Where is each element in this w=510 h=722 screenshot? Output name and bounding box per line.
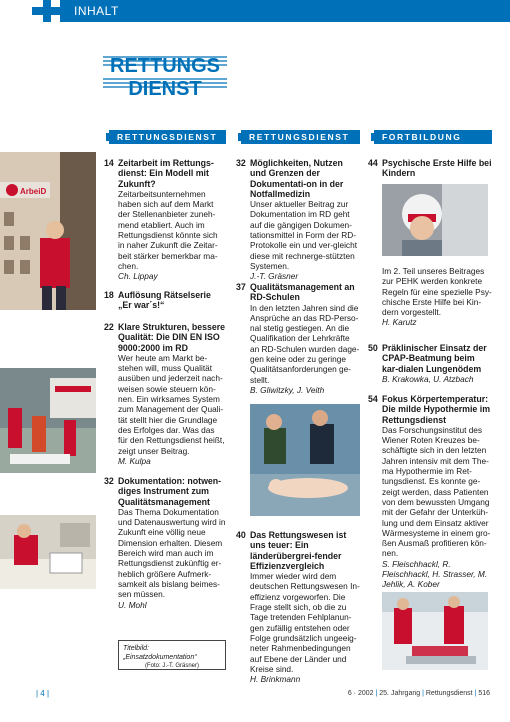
article-author: H. Karutz	[382, 317, 417, 328]
article-44-teaser	[382, 266, 492, 328]
article-title: Zeitarbeit im Rettungs-dienst: Ein Modell mit Zukunft?	[118, 158, 214, 189]
article-title: Präklinischer Einsatz der CPAP-Beatmung beim kar-dialen Lungenödem	[382, 343, 487, 374]
article-title: Dokumentation: notwen-diges Instrument zum Qualitätsmanagement	[118, 476, 222, 507]
photo-zeitarbeit	[0, 152, 96, 310]
rettungsdienst-logo	[103, 52, 227, 98]
article-title: Psychische Erste Hilfe bei Kindern	[382, 158, 492, 179]
article-author: Ch. Lippay	[118, 271, 158, 282]
issue-info: 6 · 2002 | 25. Jahrgang | Rettungsdienst | 516	[347, 690, 490, 697]
article-teaser: Zeitarbeitsunternehmen haben sich auf dem Markt der Stellenanbieter zuneh-mend etabliert. Auch im Rettungsdienst könnte sich in naher Zukunft die Zeitar-beit stärker bemerkbar ma-chen.	[118, 188, 218, 271]
article-54[interactable]: 54 Fokus Körpertemperatur: Die milde Hypothermie im Rettungsdienst Das Forschungsinstitut des Wiener Roten Kreuzes be-schäftigte sich in den letzten Jahren intensiv mit dem The-ma Hypothermie im Ret-tungsdienst. Es konnte ge-zeigt werden, dass Patienten von dem bewussten Umgang mit der Gefahr der Unterküh-lung und dem Einsatz aktiver Wärmesysteme in einem gro-ßen Ausmaß profitieren kön-nen. S. Fleischhackl, R. Fleischhackl, H. Strasser, M. Jehlik, A. Kober	[368, 394, 491, 590]
column-heading-1: RETTUNGSDIENST	[103, 130, 226, 144]
cover-caption: Titelbild: „Einsatzdokumentation“ (Foto: J.-T. Gräsner)	[118, 640, 226, 670]
photo-dokumentation	[0, 515, 96, 589]
article-18[interactable]: 18 Auflösung Rätselserie „Er war´s!“	[104, 290, 226, 311]
header-band	[60, 0, 510, 22]
article-title: Qualitätsmanagement an RD-Schulen	[250, 282, 355, 303]
article-title: Fokus Körpertemperatur: Die milde Hypothermie im Rettungsdienst	[382, 394, 491, 425]
logo-line2: DIENST	[128, 78, 202, 98]
page-number: | 4 |	[36, 689, 50, 698]
article-50[interactable]: 50 Präklinischer Einsatz der CPAP-Beatmung beim kar-dialen Lungenödem B. Krakowka, U. Atzbach	[368, 343, 492, 384]
article-teaser: Das Thema Dokumentation und Datenauswertung wird in Zukunft eine völlig neue Dimension erhalten. Diesem Bereich wird man auch im Rettungsdienst zukünftig er-heblich größere Aufmerk-samkeit als bislang beimes-sen müssen.	[118, 506, 226, 600]
column-heading-2: RETTUNGSDIENST	[235, 130, 360, 144]
article-author: J.-T. Gräsner	[250, 271, 299, 282]
logo-line1: RETTUNGS	[110, 55, 220, 77]
article-32a[interactable]: 32 Dokumentation: notwen-diges Instrument zum Qualitätsmanagement Das Thema Dokumentation und Datenauswertung wird in Zukunft eine völlig neue Dimension erhalten. Diesem Bereich wird man auch im Rettungsdienst zukünftig er-heblich größere Aufmerk-samkeit als bislang beimes-sen müssen. U. Mohl	[104, 476, 226, 610]
svg-text:ArbeiD: ArbeiD	[20, 187, 47, 196]
article-author: B. Krakowka, U. Atzbach	[382, 373, 474, 384]
article-teaser: Unser aktueller Beitrag zur Dokumentation im RD geht auf die gängigen Dokumen-tationsmittel in Form der RD-Protokolle ein und ver-gleicht diese mit rechnerge-stützten Systemen.	[250, 199, 357, 271]
article-author: U. Mohl	[118, 599, 147, 610]
header-bar	[0, 0, 510, 22]
article-teaser: Immer wieder wird dem deutschen Rettungswesen In-effizienz vorgeworfen. Die Frage stellt sich, ob die zu Tage tretenden Fehlplanun-gen zufällig entstehen oder Folge grundsätzlich ungeeig-neter Rahmenbedingungen auf Ebene der Länder und Kreise sind.	[250, 571, 360, 674]
photo-qualitaet	[0, 368, 96, 473]
article-40[interactable]: 40 Das Rettungswesen ist uns teuer: Ein länderübergrei-fender Effizienzvergleich Immer wieder wird dem deutschen Rettungswesen In-effizienz vorgeworfen. Die Frage stellt sich, ob die zu Tage tretenden Fehlplanun-gen zufällig entstehen oder Folge grundsätzlich ungeeig-neter Rahmenbedingungen auf Ebene der Länder und Kreise sind. H. Brinkmann	[236, 530, 360, 685]
photo-kinder	[382, 184, 488, 256]
article-22[interactable]: 22 Klare Strukturen, bessere Qualität: Die DIN EN ISO 9000:2000 im RD Wer heute am Markt be-stehen will, muss Qualität ausüben und jederzeit nach-weisen sowie steuern kön-nen. Ein wirksames System zum Management der Quali-tät stellt hier die Grundlage des Erfolges dar. Was das für den Rettungsdienst heißt, zeigt unser Beitrag. M. Kulpa	[104, 322, 226, 466]
article-author: M. Kulpa	[118, 455, 151, 466]
photo-hypothermie	[382, 592, 488, 670]
article-37[interactable]: 37 Qualitätsmanagement an RD-Schulen In den letzten Jahren sind die Ansprüche an das RD-Perso-nal stetig gestiegen. An die Qualifikation der Lehrkräfte an RD-Schulen wurden dage-gen keine oder zu geringe Qualitätsanforderungen ge-stellt. B. Gliwitzky, J. Veith	[236, 282, 360, 395]
photo-rd-schule	[250, 404, 360, 516]
article-author: B. Gliwitzky, J. Veith	[250, 384, 325, 395]
article-title: Das Rettungswesen ist uns teuer: Ein länderübergrei-fender Effizienzvergleich	[250, 530, 347, 571]
article-32b[interactable]: 32 Möglichkeiten, Nutzen und Grenzen der Dokumentati-on in der Notfallmedizin Unser aktueller Beitrag zur Dokumentation im RD geht auf die gängigen Dokumen-tationsmittel in Form der RD-Protokolle ein und ver-gleicht diese mit rechnerge-stützten Systemen. J.-T. Gräsner	[236, 158, 360, 282]
plus-icon	[32, 0, 62, 22]
article-title: Klare Strukturen, bessere Qualität: Die DIN EN ISO 9000:2000 im RD	[118, 322, 226, 353]
article-author: H. Brinkmann	[250, 674, 301, 685]
article-14[interactable]: 14 Zeitarbeit im Rettungs-dienst: Ein Modell mit Zukunft? Zeitarbeitsunternehmen haben sich auf dem Markt der Stellenanbieter zuneh-mend etabliert. Auch im Rettungsdienst könnte sich in naher Zukunft die Zeitar-beit stärker bemerkbar ma-chen. Ch. Lippay	[104, 158, 226, 282]
article-44[interactable]: 44 Psychische Erste Hilfe bei Kindern	[368, 158, 492, 179]
article-teaser: Wer heute am Markt be-stehen will, muss Qualität ausüben und jederzeit nach-weisen sowie steuern kön-nen. Ein wirksames System zum Management der Quali-tät stellt hier die Grundlage des Erfolges dar. Was das für den Rettungsdienst heißt, zeigt unser Beitrag.	[118, 352, 225, 456]
article-title: Auflösung Rätselserie „Er war´s!“	[118, 290, 211, 311]
article-title: Möglichkeiten, Nutzen und Grenzen der Dokumentati-on in der Notfallmedizin	[250, 158, 344, 199]
section-title: INHALT	[74, 4, 119, 18]
article-author: S. Fleischhackl, R. Fleischhackl, H. Strasser, M. Jehlik, A. Kober	[382, 558, 488, 590]
article-teaser: In den letzten Jahren sind die Ansprüche an das RD-Perso-nal stetig gestiegen. An die Qualifikation der Lehrkräfte an RD-Schulen wurden dage-gen keine oder zu geringe Qualitätsanforderungen ge-stellt.	[250, 302, 360, 385]
column-heading-3: FORTBILDUNG	[368, 130, 492, 144]
article-teaser: Das Forschungsinstitut des Wiener Roten Kreuzes be-schäftigte sich in den letzten Jahren intensiv mit dem The-ma Hypothermie im Ret-tungsdienst. Es konnte ge-zeigt werden, dass Patienten von dem bewussten Umgang mit der Gefahr der Unterküh-lung und dem Einsatz aktiver Wärmesysteme in einem gro-ßen Ausmaß profitieren kön-nen.	[382, 424, 491, 559]
article-teaser: Im 2. Teil unseres Beitrages zur PEHK werden konkrete Regeln für eine spezielle Psy-chische Erste Hilfe bei Kin-dern vorgestellt.	[382, 266, 492, 318]
